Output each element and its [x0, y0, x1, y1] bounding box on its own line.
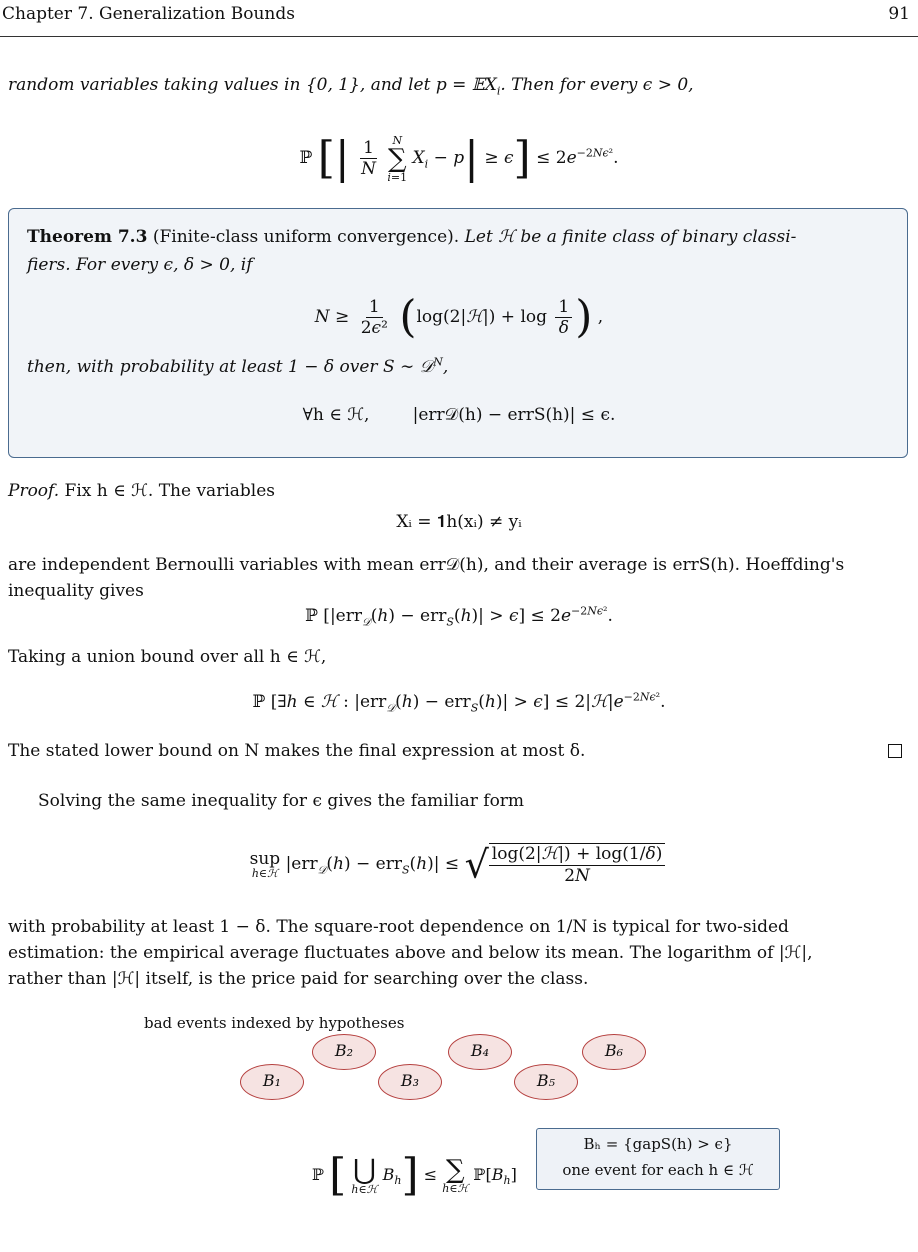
page-number: 91 [888, 4, 910, 24]
lemma-tail: random variables taking values in {0, 1}, and let p = 𝔼X$_i$. Then for every ϵ > 0, [8, 75, 694, 98]
event-b1: B₁ [240, 1064, 304, 1100]
event-b5: B₅ [514, 1064, 578, 1100]
event-b2: B₂ [312, 1034, 376, 1070]
body-paragraph: with probability at least 1 − δ. The square-root dependence on 1/N is typical for two-sided estimation: the empirical average fluctuates above and below its mean. The logarithm of |ℋ|, rather than |ℋ| itself, is the price paid for searching over the class. [8, 917, 813, 989]
theorem-statement: Theorem 7.3 (Finite-class uniform convergence). Let ℋ be a finite class of binary classi- fiers. For every ϵ, δ > 0, if [27, 227, 797, 275]
body-line-1: Solving the same inequality for ϵ gives the familiar form [38, 791, 525, 811]
figure-caption-top: bad events indexed by hypotheses [144, 1014, 405, 1032]
event-b6: B₆ [582, 1034, 646, 1070]
chapter-title: Chapter 7. Generalization Bounds [2, 4, 295, 24]
proof-line-4: Taking a union bound over all h ∈ ℋ, [8, 647, 327, 667]
union-bound-equation: ℙ [∃h ∈ ℋ : $|err_𝒟(h) - err_S(h)| > \epsilon] \le 2|ℋ|e^{-2N\epsilon^2}$. [252, 690, 666, 715]
hoeffding-equation: ℙ [| $\frac{1}{N}$ N ∑ i=1 $X_i - p| \ge \epsilon] \le 2e^{-2N\epsilon^2}$. [299, 132, 619, 184]
theorem-name: (Finite-class uniform convergence). [152, 227, 460, 247]
event-b4: B₄ [448, 1034, 512, 1070]
theorem-box [8, 208, 908, 458]
indicator-equation: Xᵢ = 𝟏h(xᵢ) ≠ yᵢ [396, 512, 522, 532]
hoeffding-applied: ℙ $[|err_𝒟(h) - err_S(h)| > \epsilon] \le 2e^{-2N\epsilon^2}$. [305, 604, 613, 629]
proof-label: Proof. [8, 481, 60, 501]
union-bound-figure-equation: ℙ [ ⋃ h∈ℋ $B_h$] ≤ ∑ h∈ℋ $ℙ[B_h]$ [312, 1149, 517, 1201]
event-definition-note: one event for each h ∈ ℋ [562, 1161, 754, 1179]
theorem-label: Theorem 7.3 [27, 227, 148, 247]
proof-line-2: are independent Bernoulli variables with mean err𝒟(h), and their average is errS(h). Hoeffding's inequality gives [8, 555, 845, 601]
proof-line-1: Proof. Fix h ∈ ℋ. The variables [8, 481, 275, 501]
proof-line-5: The stated lower bound on N makes the final expression at most δ. [8, 741, 586, 761]
theorem-then: then, with probability at least 1 − δ over S ∼ 𝒟$^N$, [27, 355, 449, 377]
event-definition: Bₕ = {gapS(h) > ϵ} [583, 1135, 733, 1153]
sample-size-condition: N ≥ $\frac{1}{\text{2ϵ²}}$ (log(2|ℋ|) + log $\frac{1}{\delta}$ ) , [314, 291, 604, 343]
sup-bound-equation: sup h∈ℋ |err$_𝒟$(h) − err$_S$(h)| ≤ √ $\frac{\text{log(2|ℋ|) + log(1/δ)}}{2N}$ [0, 832, 918, 896]
running-header [0, 0, 918, 37]
qed-symbol [888, 744, 902, 758]
event-b3: B₃ [378, 1064, 442, 1100]
theorem-conclusion: ∀h ∈ ℋ, |err𝒟(h) − errS(h)| ≤ ϵ. [302, 405, 616, 425]
event-definition-box [536, 1128, 780, 1190]
